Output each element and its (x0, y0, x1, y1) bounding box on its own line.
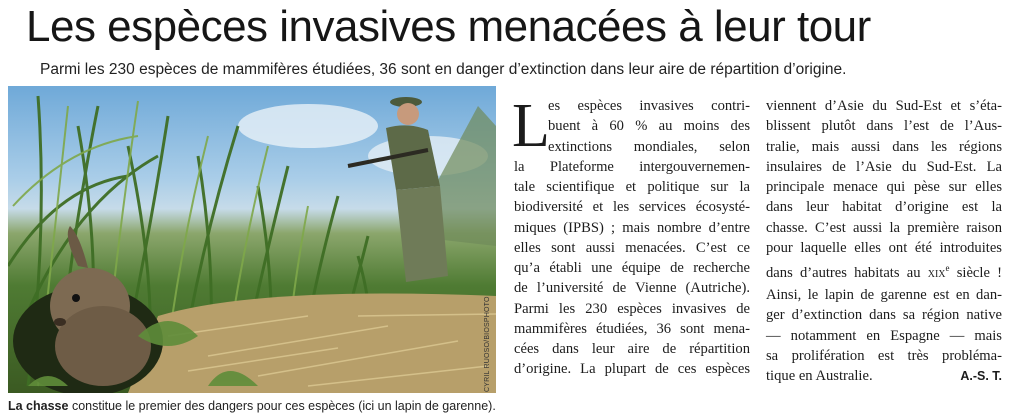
author-signature: A.-S. T. (960, 369, 1002, 384)
text-line: dans leur habitat d’origine est la (766, 199, 1002, 216)
text-line: la Plateforme intergouvernemen- (514, 158, 750, 175)
photo-illustration (8, 86, 496, 393)
text-line-century (766, 258, 1002, 285)
text-line: sa prolifération est très probléma- (766, 347, 1002, 364)
article-photo (8, 86, 496, 393)
text-line: viennent d’Asie du Sud-Est et s’éta- (766, 98, 1002, 114)
text-line: d’origine. La plupart de ces espèces (514, 361, 750, 378)
caption-lead: La chasse (8, 399, 69, 413)
text-line: ger d’extinction dans sa région native (766, 307, 1002, 324)
text-line: — notamment en Espagne — mais (766, 327, 1002, 344)
headline: Les espèces invasives menacées à leur tour (26, 2, 871, 51)
text-line: qu’a établi une équipe de recherche (514, 260, 750, 276)
text-line: insulaires de l’Asie du Sud-Est. La (766, 158, 1002, 175)
text-line: miques (IPBS) ; mais nombre d’entre (514, 219, 750, 236)
text-line: extinctions mondiales, selon (548, 138, 750, 155)
text-fragment: dans d’autres habitats au (766, 264, 928, 281)
text-line: biodiversité et les services écosysté- (514, 199, 750, 216)
text-line: elles sont aussi menacées. C’est ce (514, 239, 750, 256)
text-line-last (766, 366, 1002, 386)
text-line: Ainsi, le lapin de garenne est en dan- (766, 287, 1002, 304)
article-column-2 (766, 96, 1002, 386)
century-numeral: XIX (927, 268, 946, 280)
text-line: pour laquelle elles ont été introduites (766, 239, 1002, 256)
text-fragment: siècle ! (949, 264, 1002, 281)
text-line: principale menace qui pèse sur elles (766, 179, 1002, 195)
photo-caption (8, 397, 808, 415)
text-line: es espèces invasives contri- (548, 98, 750, 114)
subhead: Parmi les 230 espèces de mammifères étudiées, 36 sont en danger d’extinction dans leur aire de répartition d’origine. (40, 61, 847, 78)
text-line: de l’université de Vienne (Autriche). (514, 280, 750, 297)
caption-text: constitue le premier des dangers pour ces espèces (ici un lapin de garenne). (68, 399, 496, 413)
text-line: tralie, mais aussi dans les régions (766, 138, 1002, 155)
drop-cap: L (512, 92, 550, 160)
photo-credit: CYRIL RUOSO/BIOSPHOTO (484, 296, 491, 392)
text-line: cées dans leur aire de répartition (514, 341, 750, 357)
text-line: tale scientifique et politique sur la (514, 179, 750, 195)
century-superscript: e (945, 263, 950, 273)
text-line: buent à 60 % au moins des (548, 118, 750, 135)
text-line: chasse. C’est aussi la première raison (766, 219, 1002, 236)
text-line: blissent plutôt dans l’est de l’Aus- (766, 118, 1002, 135)
text-fragment: tique en Australie. (766, 368, 873, 385)
article-column-1 (512, 92, 750, 380)
text-line: Parmi les 230 espèces invasives de (514, 300, 750, 317)
text-line: mammifères étudiées, 36 sont mena- (514, 320, 750, 337)
